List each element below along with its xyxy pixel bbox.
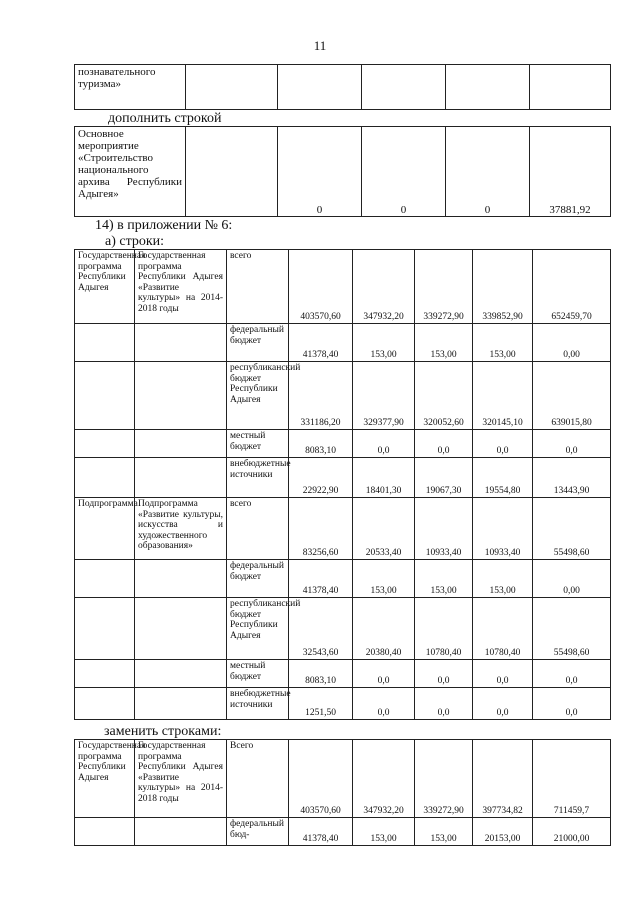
add-row-label: Основное мероприятие «Строительство национального архива Республики Адыгея» [75,127,186,217]
value-cell: 10933,40 [473,498,533,560]
value-cell: 19554,80 [473,458,533,498]
row-type-cell [75,430,135,458]
row-type-cell [75,688,135,720]
value-cell: 339272,90 [415,250,473,324]
value-cell: 0,0 [353,660,415,688]
value-cell: 0,00 [533,560,611,598]
row-source-cell: республиканский бюджет Республики Адыгея [227,598,289,660]
value-cell: 153,00 [353,324,415,362]
table-row [75,688,611,720]
row-source-cell: федеральный бюджет [227,560,289,598]
row-name-cell [135,598,227,660]
value-cell: 21000,00 [533,818,611,846]
value-cell: 153,00 [415,324,473,362]
row-source-cell: местный бюджет [227,660,289,688]
value-cell: 0,0 [353,430,415,458]
value-cell: 19067,30 [415,458,473,498]
value-cell: 403570,60 [289,740,353,818]
row-name-cell [135,430,227,458]
table-row [75,430,611,458]
value-cell: 1251,50 [289,688,353,720]
value-cell: 0,0 [415,660,473,688]
row-name-cell [135,560,227,598]
table-row [75,560,611,598]
value-cell: 8083,10 [289,660,353,688]
value-cell: 0,0 [415,430,473,458]
value-cell: 652459,70 [533,250,611,324]
top-table [74,64,611,110]
value-cell: 41378,40 [289,324,353,362]
value-cell: 0,0 [533,688,611,720]
heading-replace: заменить строками: [104,724,222,739]
value-cell: 13443,90 [533,458,611,498]
value-cell: 153,00 [473,324,533,362]
row-name-cell [135,688,227,720]
value-cell: 153,00 [415,560,473,598]
table-a [74,249,611,720]
value-cell: 153,00 [473,560,533,598]
value-cell: 0,0 [533,660,611,688]
heading-rows: а) строки: [105,234,165,249]
value-cell: 0,0 [353,688,415,720]
table-row [75,660,611,688]
value-cell: 0,0 [473,688,533,720]
row-source-cell: внебюджетные источники [227,458,289,498]
value-cell: 397734,82 [473,740,533,818]
value-cell: 20153,00 [473,818,533,846]
value-cell: 55498,60 [533,598,611,660]
table-row [75,362,611,430]
value-cell: 153,00 [353,818,415,846]
table-row [75,498,611,560]
value-cell: 329377,90 [353,362,415,430]
table-row [75,324,611,362]
add-row-value: 37881,92 [530,127,611,217]
value-cell: 331186,20 [289,362,353,430]
value-cell: 8083,10 [289,430,353,458]
value-cell: 639015,80 [533,362,611,430]
value-cell: 20380,40 [353,598,415,660]
row-type-cell [75,560,135,598]
row-type-cell [75,458,135,498]
table-row [75,250,611,324]
value-cell: 320145,10 [473,362,533,430]
value-cell: 22922,90 [289,458,353,498]
row-name-cell [135,818,227,846]
table-b [74,739,611,846]
value-cell: 10780,40 [473,598,533,660]
row-type-cell [75,324,135,362]
value-cell: 0,0 [415,688,473,720]
row-source-cell: местный бюджет [227,430,289,458]
add-row-value: 0 [362,127,446,217]
top-row-label: познавательного туризма» [75,65,186,110]
row-type-cell: Государственная программа Республики Адыгея [75,250,135,324]
value-cell: 347932,20 [353,740,415,818]
row-source-cell: Всего [227,740,289,818]
value-cell: 339272,90 [415,740,473,818]
add-table [74,126,611,217]
add-row-value: 0 [278,127,362,217]
row-type-cell [75,362,135,430]
row-source-cell: республиканский бюджет Республики Адыгея [227,362,289,430]
value-cell: 403570,60 [289,250,353,324]
value-cell: 153,00 [415,818,473,846]
heading-appendix: 14) в приложении № 6: [95,218,233,233]
value-cell: 320052,60 [415,362,473,430]
row-name-cell [135,362,227,430]
value-cell: 10780,40 [415,598,473,660]
value-cell: 339852,90 [473,250,533,324]
row-name-cell [135,458,227,498]
value-cell: 153,00 [353,560,415,598]
value-cell: 0,0 [473,660,533,688]
row-type-cell: Подпрограмма [75,498,135,560]
row-source-cell: внебюджетные источники [227,688,289,720]
value-cell: 83256,60 [289,498,353,560]
value-cell: 18401,30 [353,458,415,498]
value-cell: 711459,7 [533,740,611,818]
value-cell: 10933,40 [415,498,473,560]
row-name-cell: Государственная программа Республики Адыгея «Развитие культуры» на 2014-2018 годы [135,740,227,818]
row-name-cell [135,660,227,688]
value-cell: 41378,40 [289,818,353,846]
row-type-cell [75,660,135,688]
table-row [75,818,611,846]
table-row [75,458,611,498]
value-cell: 20533,40 [353,498,415,560]
page-number: 11 [313,38,327,53]
row-type-cell: Государственная программа Республики Адыгея [75,740,135,818]
row-type-cell [75,598,135,660]
value-cell: 0,0 [473,430,533,458]
row-source-cell: всего [227,498,289,560]
table-row [75,740,611,818]
value-cell: 347932,20 [353,250,415,324]
row-name-cell: Государственная программа Республики Адыгея «Развитие культуры» на 2014-2018 годы [135,250,227,324]
row-name-cell [135,324,227,362]
row-source-cell: федеральный бюджет [227,324,289,362]
value-cell: 0,0 [533,430,611,458]
value-cell: 32543,60 [289,598,353,660]
value-cell: 0,00 [533,324,611,362]
row-source-cell: всего [227,250,289,324]
row-name-cell: Подпрограмма «Развитие культуры, искусства и художественного образования» [135,498,227,560]
value-cell: 41378,40 [289,560,353,598]
value-cell: 55498,60 [533,498,611,560]
row-source-cell: федеральный бюд- [227,818,289,846]
row-type-cell [75,818,135,846]
heading-add: дополнить строкой [108,111,222,126]
table-row [75,598,611,660]
add-row-value: 0 [446,127,530,217]
